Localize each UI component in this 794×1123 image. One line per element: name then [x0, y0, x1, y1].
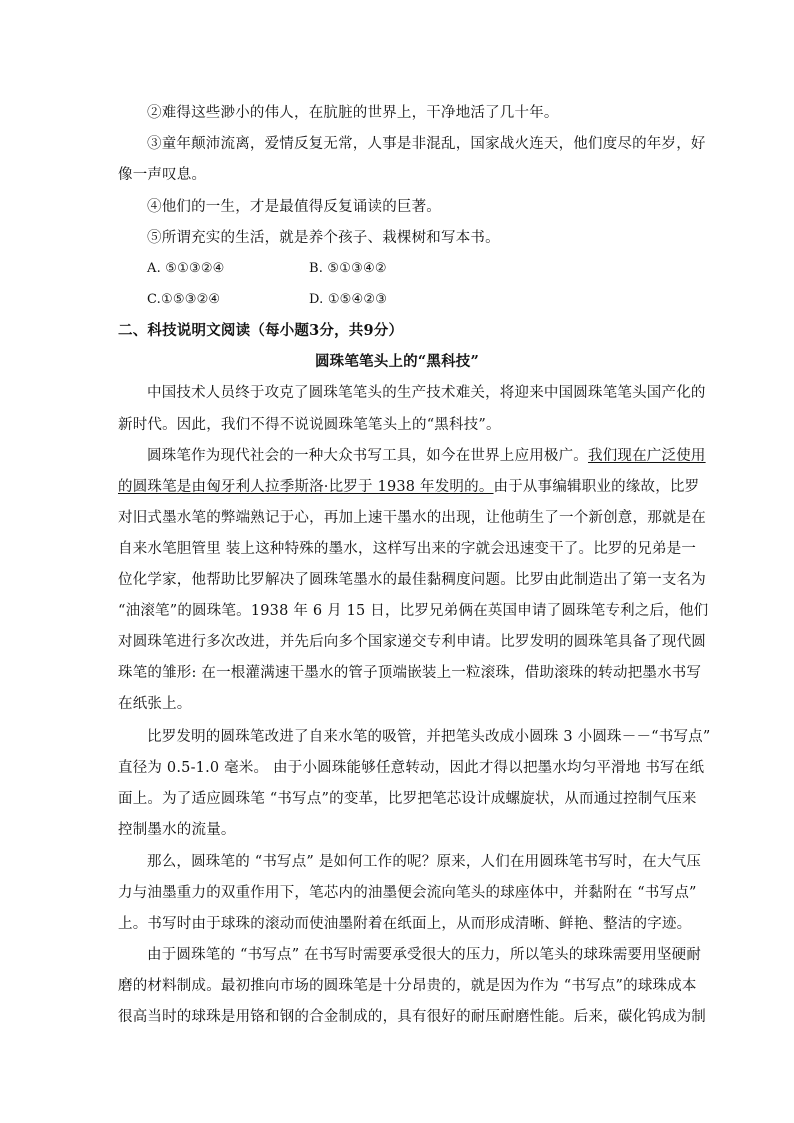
paragraph-5-line-3: 很高当时的球珠是用铬和钢的合金制成的，具有很好的耐压耐磨性能。后来，碳化钨成为制: [118, 1009, 706, 1025]
paragraph-2-line-9: 在纸张上。: [118, 696, 192, 712]
paragraph-2-line-8: 珠笔的雏形: 在一根灌满速干墨水的管子顶端嵌装上一粒滚珠，借助滚珠的转动把墨水书写: [118, 665, 702, 681]
article-title: 圆珠笔笔头上的“黑科技”: [314, 353, 480, 370]
paragraph-3-line-3: 面上。为了适应圆珠笔 “书写点”的变革，比罗把笔芯设计成螺旋状，从而通过控制气压来: [118, 791, 697, 807]
paragraph-2-text: 圆珠笔作为现代社会的一种大众书写工具，如今在世界上应用极广。: [147, 448, 588, 464]
paragraph-4-line-1: 那么，圆珠笔的 “书写点” 是如何工作的呢？原来，人们在用圆珠笔书写时，在大气压: [147, 854, 702, 870]
paragraph-3-line-2: 直径为 0.5-1.0 毫米。 由于小圆珠能够任意转动，因此才得以把墨水均匀平滑地 书写在纸: [118, 760, 705, 776]
paragraph-2-line-3: 对旧式墨水笔的弊端熟记于心，再加上速干墨水的出现，让他萌生了一个新创意，那就是在: [118, 510, 706, 526]
paragraph-2-text: 由于从事编辑职业的缘故，比罗: [493, 479, 700, 495]
paragraph-5-line-1: 由于圆珠笔的 “书写点” 在书写时需要承受很大的压力，所以笔头的球珠需要用坚硬耐: [147, 947, 702, 963]
paragraph-3-line-4: 控制墨水的流量。: [118, 822, 236, 838]
section-heading: 二、科技说明文阅读（每小题3分，共9分）: [118, 322, 404, 339]
paragraph-3-line-1: 比罗发明的圆珠笔改进了自来水笔的吸管，并把笔头改成小圆珠 3 小圆珠－－“书写点”: [147, 729, 711, 745]
underlined-sentence-part-2: 的圆珠笔是由匈牙利人拉季斯洛·比罗于 1938 年发明的。: [118, 479, 494, 495]
sentence-3-line-1: ③童年颠沛流离，爱情反复无常，人事是非混乱，国家战火连天，他们度尽的年岁，好: [147, 136, 706, 152]
option-a: A. ⑤①③②④: [147, 261, 225, 276]
paragraph-4-line-2: 力与油墨重力的双重作用下，笔芯内的油墨便会流向笔头的球座体中，并黏附在 “书写点”: [118, 885, 697, 901]
paragraph-2-line-5: 位化学家，他帮助比罗解决了圆珠笔墨水的最佳黏稠度问题。比罗由此制造出了第一支名为: [118, 572, 706, 588]
option-c: C.①⑤③②④: [147, 292, 221, 307]
sentence-4: ④他们的一生，才是最值得反复诵读的巨著。: [147, 199, 441, 215]
option-d: D. ①⑤④②③: [309, 292, 388, 307]
paragraph-2-line-4: 自来水笔胆管里 装上这种特殊的墨水，这样写出来的字就会迅速变干了。比罗的兄弟是一: [118, 541, 697, 557]
paragraph-5-line-2: 磨的材料制成。最初推向市场的圆珠笔是十分昂贵的，就是因为作为 “书写点”的球珠成本: [118, 978, 697, 994]
paragraph-4-line-3: 上。书写时由于球珠的滚动而使油墨附着在纸面上，从而形成清晰、鲜艳、整洁的字迹。: [118, 916, 692, 932]
paragraph-2-line-1: [147, 446, 706, 466]
paragraph-2-line-6: “油滚笔”的圆珠笔。1938 年 6 月 15 日，比罗兄弟俩在英国申请了圆珠笔专利之后，他们: [118, 603, 709, 619]
sentence-3-line-2: 像一声叹息。: [118, 167, 207, 183]
paragraph-1-line-1: 中国技术人员终于攻克了圆珠笔笔头的生产技术难关，将迎来中国圆珠笔笔头国产化的: [147, 385, 706, 401]
sentence-5: ⑤所谓充实的生活，就是养个孩子、栽棵树和写本书。: [147, 230, 500, 246]
paragraph-1-line-2: 新时代。因此，我们不得不说说圆珠笔笔头上的“黑科技”。: [118, 417, 501, 433]
paragraph-2-line-7: 对圆珠笔进行多次改进，并先后向多个国家递交专利申请。比罗发明的圆珠笔具备了现代圆: [118, 634, 706, 650]
sentence-2: ②难得这些渺小的伟人，在肮脏的世界上，干净地活了几十年。: [147, 105, 559, 121]
underlined-sentence-part-1: 我们现在广泛使用: [588, 448, 706, 464]
paragraph-2-line-2: [118, 477, 699, 497]
option-b: B. ⑤①③④②: [309, 261, 387, 276]
